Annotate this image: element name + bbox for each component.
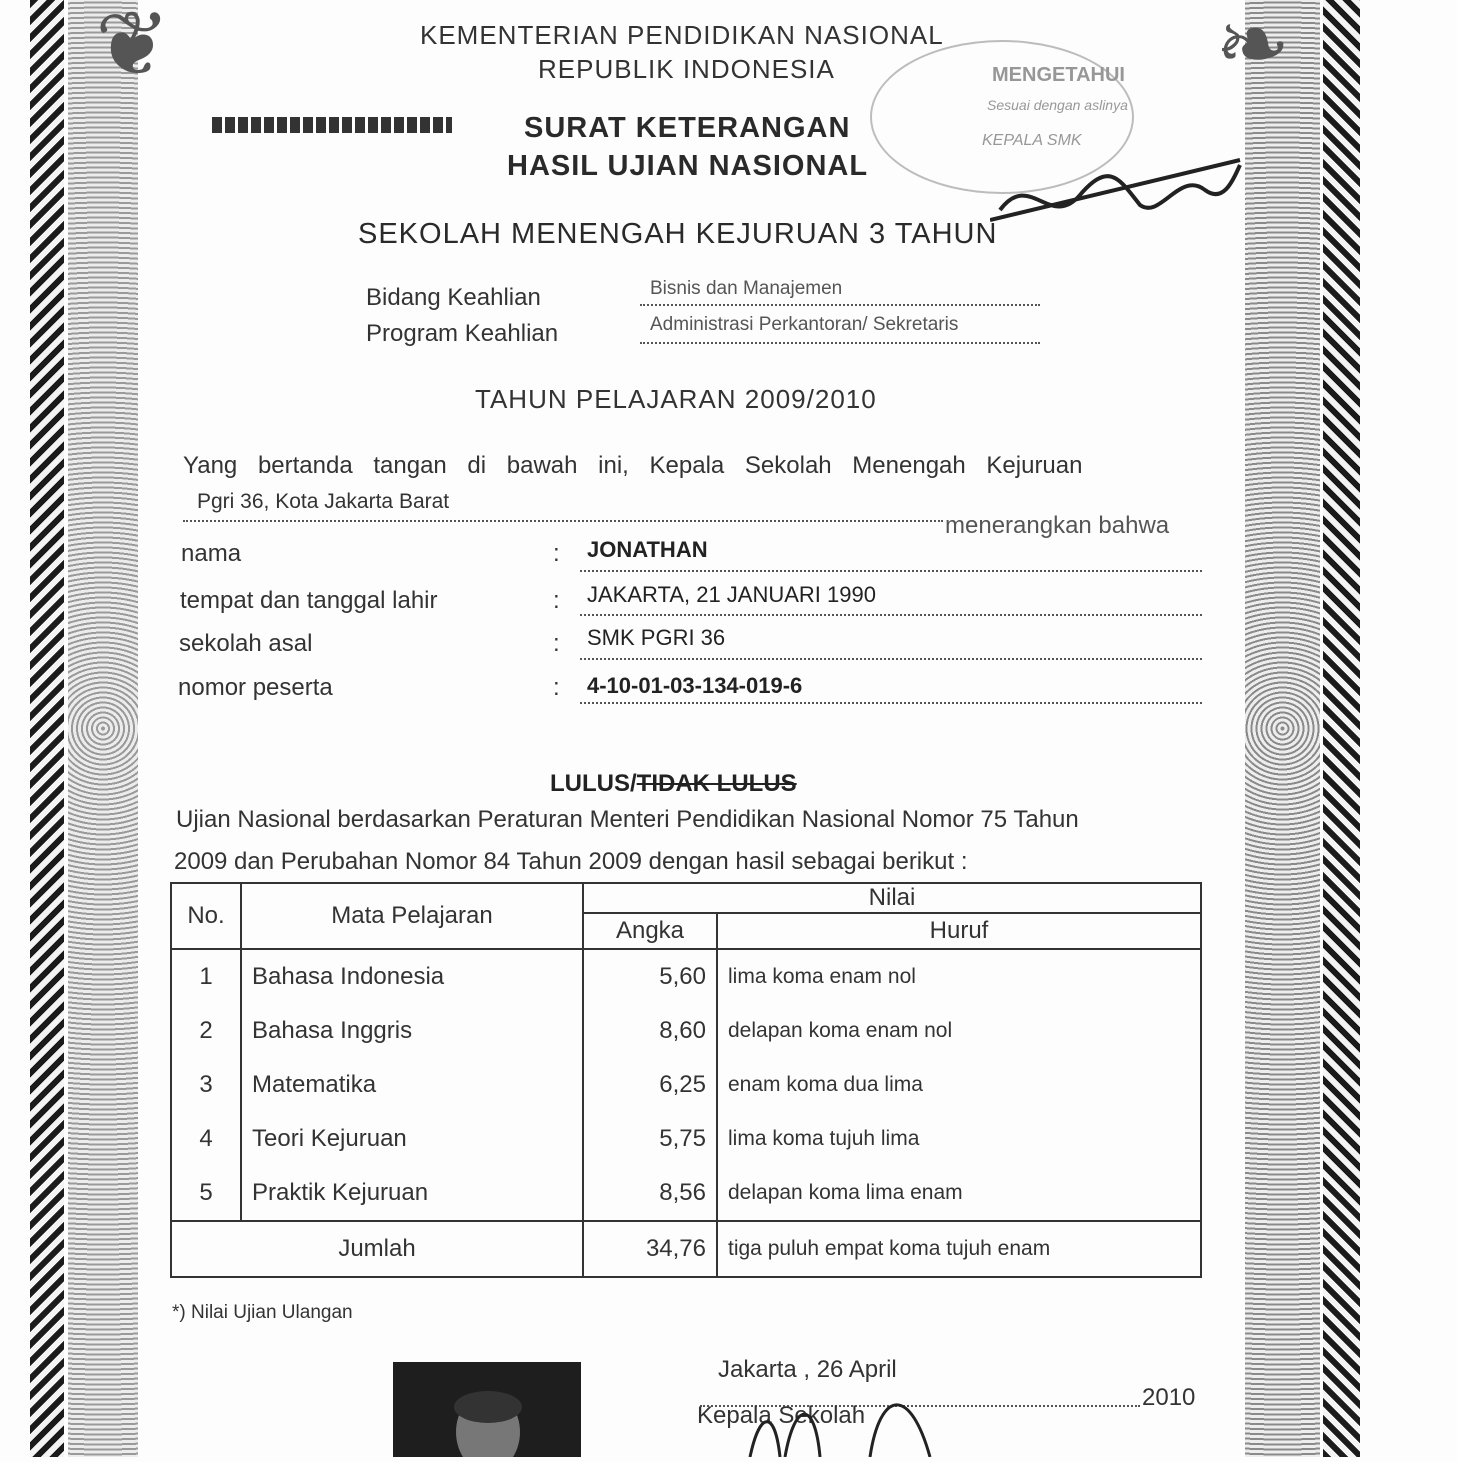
table-row	[171, 1058, 1201, 1112]
col-header-huruf: Huruf	[717, 913, 1201, 949]
footnote: *) Nilai Ujian Ulangan	[172, 1302, 353, 1323]
row-subject: Teori Kejuruan	[241, 1112, 583, 1166]
col-header-nilai: Nilai	[583, 883, 1201, 913]
row-subject: Praktik Kejuruan	[241, 1166, 583, 1221]
student-name: JONATHAN	[587, 537, 708, 562]
document-title-line1: SURAT KETERANGAN	[524, 112, 851, 144]
col-header-no: No.	[171, 883, 241, 949]
program-dotted-line	[640, 342, 1040, 344]
intro-school-name: Pgri 36, Kota Jakarta Barat	[197, 490, 450, 513]
row-huruf: lima koma enam nol	[717, 949, 1201, 1004]
col-header-subject: Mata Pelajaran	[241, 883, 583, 949]
principal-signature	[740, 1380, 940, 1457]
academic-year: TAHUN PELAJARAN 2009/2010	[475, 384, 877, 414]
signature-year: 2010	[1142, 1384, 1196, 1411]
row-huruf: delapan koma lima enam	[717, 1166, 1201, 1221]
table-row	[171, 1112, 1201, 1166]
basis-line2: 2009 dan Perubahan Nomor 84 Tahun 2009 dengan hasil sebagai berikut :	[174, 848, 968, 875]
ministry-heading: KEMENTERIAN PENDIDIKAN NASIONAL	[420, 20, 944, 50]
row-subject: Matematika	[241, 1058, 583, 1112]
program-value: Administrasi Perkantoran/ Sekretaris	[650, 314, 959, 335]
row-no: 3	[171, 1058, 241, 1112]
row-huruf: enam koma dua lima	[717, 1058, 1201, 1112]
result-status	[550, 770, 797, 798]
intro-dotted-line	[183, 520, 943, 522]
stamp-text-3: KEPALA SMK	[982, 132, 1082, 149]
result-tidak-lulus-struck: TIDAK LULUS	[636, 770, 797, 797]
school-label: sekolah asal	[179, 630, 313, 657]
row-no: 4	[171, 1112, 241, 1166]
row-subject: Bahasa Indonesia	[241, 949, 583, 1004]
number-dotted-line	[580, 702, 1202, 704]
total-label: Jumlah	[171, 1221, 583, 1277]
row-angka: 5,75	[583, 1112, 717, 1166]
origin-school: SMK PGRI 36	[587, 625, 726, 650]
stamp-text-2: Sesuai dengan aslinya	[987, 97, 1128, 113]
number-label: nomor peserta	[178, 674, 333, 701]
table-row	[171, 1166, 1201, 1221]
grades-table	[170, 882, 1202, 1278]
participant-number: 4-10-01-03-134-019-6	[587, 673, 803, 698]
row-subject: Bahasa Inggris	[241, 1004, 583, 1058]
row-angka: 8,60	[583, 1004, 717, 1058]
stamp-text-1: MENGETAHUI	[992, 64, 1125, 86]
intro-suffix: menerangkan bahwa	[945, 512, 1170, 539]
signature-place-date: Jakarta , 26 April	[718, 1356, 897, 1383]
intro-statement: Yang bertanda tangan di bawah ini, Kepala Sekolah Menengah Kejuruan	[183, 452, 1083, 479]
total-angka: 34,76	[583, 1221, 717, 1277]
table-row	[171, 1004, 1201, 1058]
stamp-signature	[990, 150, 1250, 240]
top-right-ornament: ❧	[1215, 0, 1291, 95]
top-left-ornament: ❦	[95, 0, 171, 95]
total-row	[171, 1221, 1201, 1277]
row-angka: 8,56	[583, 1166, 717, 1221]
row-angka: 5,60	[583, 949, 717, 1004]
row-huruf: lima koma tujuh lima	[717, 1112, 1201, 1166]
basis-line1: Ujian Nasional berdasarkan Peraturan Menteri Pendidikan Nasional Nomor 75 Tahun	[176, 806, 1079, 833]
school-colon: :	[553, 630, 560, 657]
col-header-angka: Angka	[583, 913, 717, 949]
name-label: nama	[181, 540, 242, 567]
student-photo	[393, 1362, 581, 1457]
row-huruf: delapan koma enam nol	[717, 1004, 1201, 1058]
name-dotted-line	[580, 570, 1202, 572]
signature-role: Kepala Sekolah	[697, 1402, 866, 1429]
school-type-heading: SEKOLAH MENENGAH KEJURUAN 3 TAHUN	[358, 218, 998, 250]
birth-dotted-line	[580, 614, 1202, 616]
row-no: 2	[171, 1004, 241, 1058]
table-row	[171, 949, 1201, 1004]
left-ornamental-border	[30, 0, 140, 1457]
document-title-line2: HASIL UJIAN NASIONAL	[507, 150, 869, 182]
name-colon: :	[553, 540, 560, 567]
school-dotted-line	[580, 658, 1202, 660]
bidang-value: Bisnis dan Manajemen	[650, 278, 843, 299]
birth-place-date: JAKARTA, 21 JANUARI 1990	[587, 582, 876, 607]
result-lulus: LULUS/	[550, 770, 637, 797]
row-no: 1	[171, 949, 241, 1004]
row-angka: 6,25	[583, 1058, 717, 1112]
birth-colon: :	[553, 587, 560, 614]
bidang-dotted-line	[640, 304, 1040, 306]
birth-label: tempat dan tanggal lahir	[180, 587, 438, 614]
number-colon: :	[553, 674, 560, 701]
right-ornamental-border	[1245, 0, 1360, 1457]
bidang-label: Bidang Keahlian	[366, 284, 541, 311]
total-huruf: tiga puluh empat koma tujuh enam	[717, 1221, 1201, 1277]
row-no: 5	[171, 1166, 241, 1221]
person-silhouette-icon	[393, 1362, 581, 1457]
republic-heading: REPUBLIK INDONESIA	[538, 54, 835, 84]
serial-barcode	[212, 117, 452, 133]
program-label: Program Keahlian	[366, 320, 559, 347]
